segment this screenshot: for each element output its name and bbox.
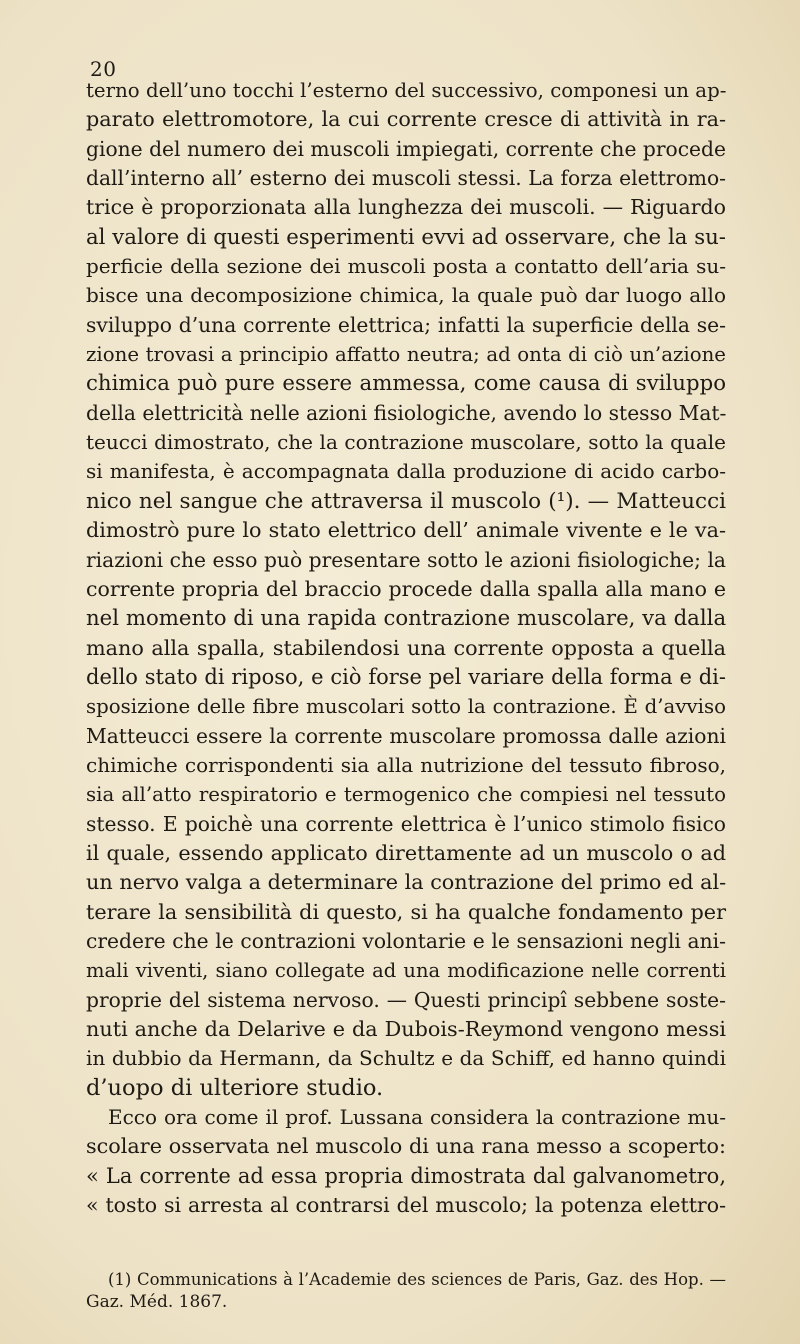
text-line: il quale, essendo applicato direttamente ad un muscolo o ad xyxy=(86,840,726,865)
quotation-line: « tosto si arresta al contrarsi del muscolo; la potenza elettro- xyxy=(86,1193,726,1218)
text-line: nico nel sangue che attraversa il muscolo (¹). — Matteucci xyxy=(86,488,726,514)
text-line: zione trovasi a principio affatto neutra; ad onta di ciò un’azione xyxy=(86,343,726,367)
text-line: dello stato di riposo, e ciò forse pel variare della forma e di- xyxy=(86,664,726,689)
text-line: si manifesta, è accompagnata dalla produzione di acido carbo- xyxy=(86,459,726,484)
text-line: chimica può pure essere ammessa, come causa di sviluppo xyxy=(86,371,726,397)
text-line: parato elettromotore, la cui corrente cresce di attività in ra- xyxy=(86,107,726,132)
page-number: 20 xyxy=(90,57,117,81)
text-line: della elettricità nelle azioni fisiologiche, avendo lo stesso Mat- xyxy=(86,400,727,425)
text-line: mano alla spalla, stabilendosi una corrente opposta a quella xyxy=(86,635,726,660)
text-line: proprie del sistema nervoso. — Questi principî sebbene soste- xyxy=(86,987,726,1012)
paragraph-end-line: d’uopo di ulteriore studio. xyxy=(86,1074,384,1101)
text-line: trice è proporzionata alla lunghezza dei muscoli. — Riguardo xyxy=(86,195,726,220)
text-line: corrente propria del braccio procede dalla spalla alla mano e xyxy=(86,576,726,601)
text-line: in dubbio da Hermann, da Schultz e da Schiff, ed hanno quindi xyxy=(86,1046,726,1071)
paragraph-start-line: Ecco ora come il prof. Lussana considera la contrazione mu- xyxy=(108,1105,726,1130)
text-line: terare la sensibilità di questo, si ha qualche fondamento per xyxy=(86,899,726,924)
text-line: sposizione delle fibre muscolari sotto la contrazione. È d’avviso xyxy=(86,695,726,719)
text-line: al valore di questi esperimenti evvi ad osservare, che la su- xyxy=(86,224,726,250)
quotation-line: « La corrente ad essa propria dimostrata dal galvanometro, xyxy=(86,1163,726,1188)
text-line: teucci dimostrato, che la contrazione muscolare, sotto la quale xyxy=(86,430,726,455)
text-line: terno dell’uno tocchi l’esterno del successivo, componesi un ap- xyxy=(86,79,727,102)
text-line: dall’interno all’ esterno dei muscoli stessi. La forza elettromo- xyxy=(86,166,726,191)
text-line: sviluppo d’una corrente elettrica; infatti la superficie della se- xyxy=(86,312,726,337)
text-line: gione del numero dei muscoli impiegati, corrente che procede xyxy=(86,136,726,161)
text-line: bisce una decomposizione chimica, la quale può dar luogo allo xyxy=(86,283,726,308)
text-line: dimostrò pure lo stato elettrico dell’ animale vivente e le va- xyxy=(86,518,726,543)
text-line: sia all’atto respiratorio e termogenico che compiesi nel tessuto xyxy=(86,783,726,807)
text-line: credere che le contrazioni volontarie e le sensazioni negli ani- xyxy=(86,928,726,953)
text-line: riazioni che esso può presentare sotto le azioni fisiologiche; la xyxy=(86,547,726,572)
footnote-line: (1) Communications à l’Academie des sciences de Paris, Gaz. des Hop. — xyxy=(108,1270,726,1289)
text-line: chimiche corrispondenti sia alla nutrizione del tessuto fibroso, xyxy=(86,752,726,777)
footnote-line: Gaz. Méd. 1867. xyxy=(86,1292,228,1312)
text-line: un nervo valga a determinare la contrazione del primo ed al- xyxy=(86,870,727,895)
text-line: scolare osservata nel muscolo di una rana messo a scoperto: xyxy=(86,1134,726,1159)
body-text xyxy=(86,76,726,1220)
text-line: nuti anche da Delarive e da Dubois-Reymond vengono messi xyxy=(86,1017,726,1041)
text-line: perficie della sezione dei muscoli posta a contatto dell’aria su- xyxy=(86,254,726,279)
text-line: Matteucci essere la corrente muscolare promossa dalle azioni xyxy=(86,723,726,748)
text-line: nel momento di una rapida contrazione muscolare, va dalla xyxy=(86,606,727,632)
text-line: mali viventi, siano collegate ad una modificazione nelle correnti xyxy=(86,959,726,983)
text-line: stesso. E poichè una corrente elettrica è l’unico stimolo fisico xyxy=(86,811,726,836)
footnotes xyxy=(86,1269,726,1313)
